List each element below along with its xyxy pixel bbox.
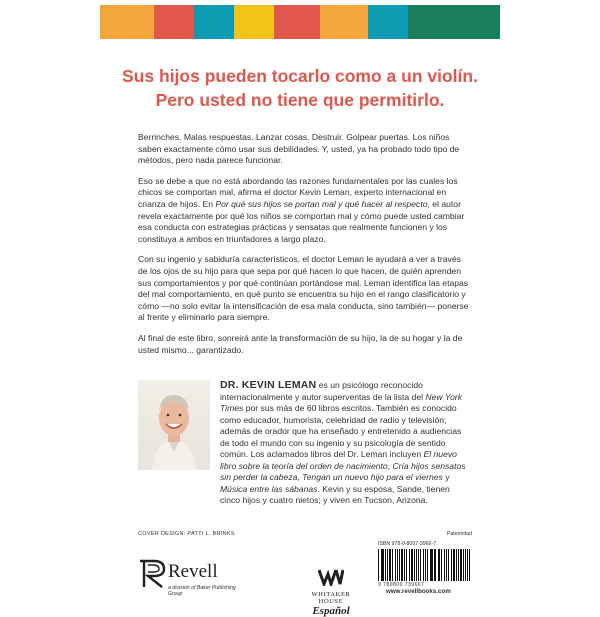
barcode-bar [453,549,455,581]
barcode-bar [397,549,398,581]
barcode-bar [387,549,388,581]
headline-line-2: Pero usted no tiene que permitirlo. [155,90,445,110]
barcode-bar [463,549,464,581]
stripe-block [320,5,368,39]
barcode-bar [430,549,431,581]
isbn-text: ISBN 978-0-8007-3966-7 [378,541,436,547]
barcode-bar [465,549,466,581]
barcode-bar [406,549,407,581]
barcode-bar [448,549,449,581]
barcode-bar [409,549,410,581]
barcode-bar [427,549,428,581]
barcode-bar [460,549,461,581]
barcode-bar [451,549,452,581]
stripe-block [154,5,194,39]
barcode-bar [381,549,382,581]
barcode-bar [378,549,379,581]
barcode-bar [444,549,445,581]
barcode-bar [418,549,419,581]
barcode-bar [420,549,421,581]
whitaker-label: WHITAKER [311,591,351,598]
isbn-block [378,531,472,588]
barcode-bar [395,549,396,581]
headline-line-1: Sus hijos pueden tocarlo como a un violín. [122,66,478,86]
barcode-bar [423,549,424,581]
house-label: HOUSE [318,598,344,605]
author-name: DR. KEVIN LEMAN [220,379,317,391]
whitaker-house-logo [296,568,366,617]
barcode-bar [425,549,426,581]
barcode-bar [392,549,393,581]
color-stripe [100,5,500,39]
whitaker-w-icon [318,568,344,586]
author-photo [138,380,210,470]
barcode-bar [416,549,417,581]
barcode-bar [467,549,468,581]
website: www.revellbooks.com [386,588,451,595]
stripe-block [368,5,408,39]
barcode-bar [389,549,391,581]
description [138,132,470,365]
barcode-bar [399,549,400,581]
barcode-bar [469,549,470,581]
stripe-block [274,5,320,39]
barcode-bar [438,549,439,581]
barcode-bar [401,549,402,581]
book-back-cover [100,0,500,617]
revell-logo [138,557,248,597]
category-label: Paternidad [446,531,472,537]
author-bio: DR. KEVIN LEMAN es un psicólogo reconocido internacionalmente y autor superventas de la lista del New York Times por sus más de 60 libros escritos. También es conocido como educador, humorista, celebridad de radio y televisión; además de orador que ha enseñado y entretenido a audiencias de todo el mundo con su ingenio y su psicología de sentido común. Los aclamados libros del Dr. Leman incluyen El nuevo libro sobre la teoría del orden de nacimiento, Cría hijos sensatos sin perder la cabeza, Tengan un nuevo hijo para el viernes y Música entre las sábanas. Kevin y su esposa, Sande, tienen cinco hijos y cuatro nietos; y viven en Tucson, Arizona. [220,379,466,505]
stripe-block [408,5,500,39]
barcode-bar [385,549,386,581]
paragraph-4: Al final de este libro, sonreirá ante la transformación de su hijo, la de su hogar y la de usted mismo... garantizado. [138,332,463,355]
paragraph-1: Berrinches. Malas respuestas. Lanzar cosas. Destruir. Golpear puertas. Los niños saben exactamente cómo usar sus debilidades. Y, usted, ya ha probado todo tipo de métodos, pero nada parece funcionar. [138,132,460,166]
espanol-label: Español [312,605,350,617]
paragraph-3: Con su ingenio y sabiduría característicos, el doctor Leman le ayudará a ver a través de los ojos de su hijo para que sepa por qué hacen lo que hacen, de quién aprenden sus comportamientos y por qué continúan portándose mal. Leman identifica las etapas del mal comportamiento, en qué punto se encuentra su hijo en el rango clasificatorio y cómo —no solo evitar la intensificación de esa mala conducta, sino también— ponerse al frente y eliminarlo para siempre. [138,254,469,323]
barcode-bar [434,549,435,581]
headline [100,64,500,112]
barcode-bar [404,549,405,581]
barcode-bar [456,549,457,581]
cover-design-credit: COVER DESIGN: PATTI L. BRINKS [138,531,235,537]
stripe-block [194,5,234,39]
barcode-bar [414,549,415,581]
stripe-block [100,5,154,39]
revell-subtitle: a division of Baker Publishing Group [168,585,236,597]
stripe-block [234,5,274,39]
barcode [378,549,472,581]
barcode-bar [439,549,440,581]
barcode-bar [441,549,442,581]
barcode-bar [446,549,447,581]
barcode-bar [382,549,383,581]
revell-r-icon [138,559,166,589]
barcode-bar [458,549,459,581]
paragraph-2: Eso se debe a que no está abordando las razones fundamentales por las cuales los chicos se comportan mal, afirma el doctor Kevin Leman, experto internacional en crianza de hijos. En Por qué sus hijos se portan mal y qué hacer al respecto, el autor revela exactamente por qué los niños se comportan mal y cómo puede usted cambiar esa conducta con estrategias prácticas y sensatas que realmente funcionen y los constituya a ambos en triunfadores a largo plazo. [138,175,465,244]
barcode-bar [431,549,433,581]
revell-wordmark: Revell [168,561,218,582]
barcode-bar [411,549,413,581]
barcode-digits: 9 780800 739667 [378,582,425,588]
